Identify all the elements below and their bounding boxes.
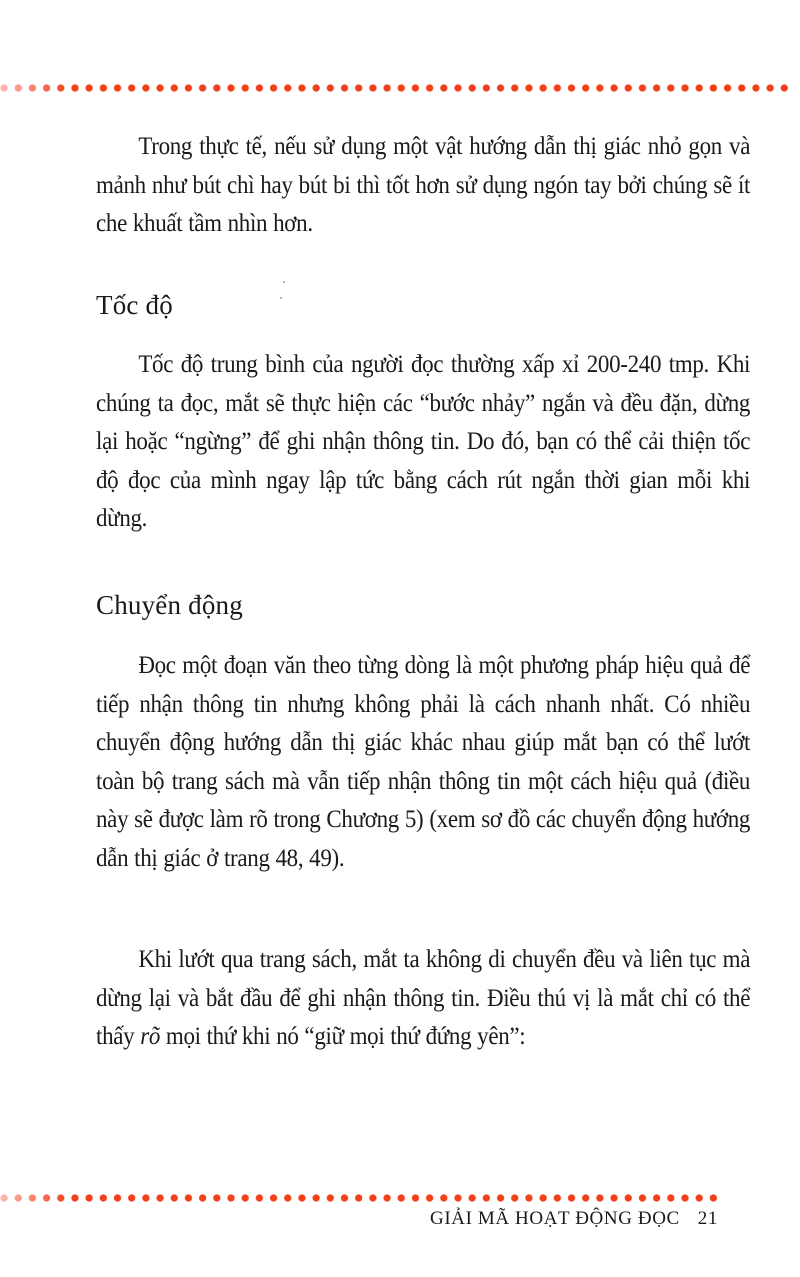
top-rule-fade (0, 83, 70, 93)
paragraph-scanning-part1: Khi lướt qua trang sách, mắt ta không di chuyển đều và liên tục mà dừng lại và bắt đầu để ghi nhận thông tin. Điều thú vị là mắt chỉ có thể thấy (96, 946, 751, 1050)
paragraph-movement: Đọc một đoạn văn theo từng dòng là một phương pháp hiệu quả để tiếp nhận thông tin nhưng không phải là cách nhanh nhất. Có nhiều chuyển động hướng dẫn thị giác khác nhau giúp mắt bạn có thể lướt toàn bộ trang sách mà vẫn tiếp nhận thông tin một cách hiệu quả (điều này sẽ được làm rõ trong Chương 5) (xem sơ đồ các chuyển động hướng dẫn thị giác ở trang 48, 49). (96, 652, 751, 872)
scan-speck (283, 281, 285, 283)
page-number: 21 (697, 1208, 718, 1229)
heading-movement: Chuyển động (96, 590, 243, 620)
running-title: GIẢI MÃ HOẠT ĐỘNG ĐỌC (430, 1208, 680, 1229)
bottom-dotted-rule (0, 1194, 722, 1202)
scan-speck (280, 297, 282, 299)
heading-speed: Tốc độ (96, 290, 173, 320)
page-footer (430, 1208, 718, 1230)
paragraph-intro: Trong thực tế, nếu sử dụng một vật hướng dẫn thị giác nhỏ gọn và mảnh như bút chì hay bút bi thì tốt hơn sử dụng ngón tay bởi chúng sẽ ít che khuất tầm nhìn hơn. (96, 133, 751, 237)
top-dotted-rule (0, 84, 794, 92)
paragraph-scanning-part2: mọi thứ khi nó “giữ mọi thứ đứng yên”: (160, 1023, 526, 1050)
emphasis-clear: rõ (140, 1023, 161, 1050)
paragraph-speed: Tốc độ trung bình của người đọc thường xấp xỉ 200-240 tmp. Khi chúng ta đọc, mắt sẽ thực hiện các “bước nhảy” ngắn và đều đặn, dừng lại hoặc “ngừng” để ghi nhận thông tin. Do đó, bạn có thể cải thiện tốc độ đọc của mình ngay lập tức bằng cách rút ngắn thời gian mỗi khi dừng. (96, 351, 751, 532)
bottom-rule-fade (0, 1193, 70, 1203)
paragraph-scanning (96, 941, 750, 1057)
